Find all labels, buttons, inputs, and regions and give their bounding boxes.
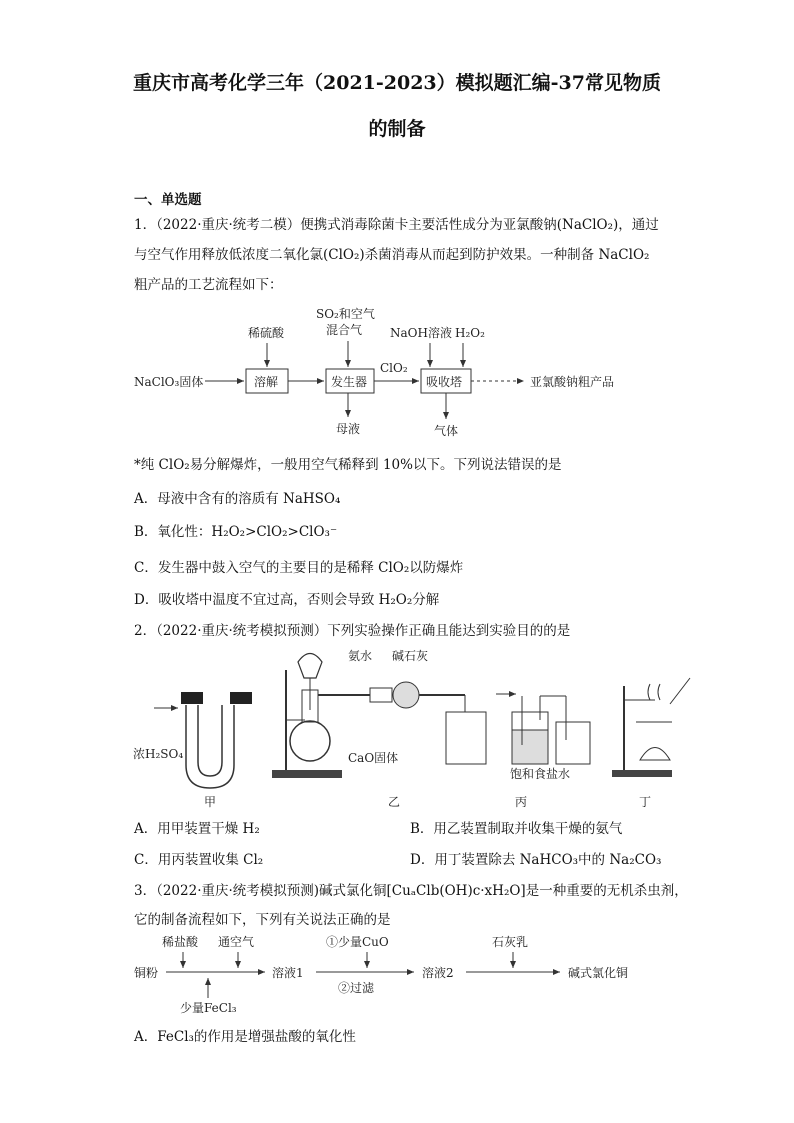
label-yi: 乙 xyxy=(388,795,401,809)
flow3-step1: ①少量CuO xyxy=(326,935,389,949)
flow-input-h2o2: H₂O₂ xyxy=(455,326,485,340)
label-jia: 甲 xyxy=(204,795,217,809)
flow-end-label: 亚氯酸钠粗产品 xyxy=(530,375,615,389)
paper-title: 重庆市高考化学三年（2021-2023）模拟题汇编-37常见物质 xyxy=(133,72,661,94)
q3-flow-diagram xyxy=(134,934,628,1015)
q3-stem-line1: 3．（2022·重庆·统考模拟预测)碱式氯化铜[CuₐClb(OH)c·xH₂O]是一种重要的无机杀虫剂， xyxy=(134,883,688,899)
q1-stem-line1: 1．（2022·重庆·统考二模）便携式消毒除菌卡主要活性成分为亚氯酸钠(NaClO₂)，通过 xyxy=(134,217,659,233)
flow-input-naoh: NaOH溶液 xyxy=(390,326,452,340)
label-saturated-brine: 饱和食盐水 xyxy=(510,767,571,781)
apparatus-yi xyxy=(272,648,486,809)
q2-option-c: C．用丙装置收集 Cl₂ xyxy=(134,852,264,868)
label-ding: 丁 xyxy=(639,795,652,809)
q1-option-a: A．母液中含有的溶质有 NaHSO₄ xyxy=(134,491,341,507)
apparatus-jia xyxy=(133,692,252,809)
flow-box-absorber-label: 吸收塔 xyxy=(426,375,463,389)
apparatus-bing xyxy=(496,694,590,809)
apparatus-ding xyxy=(612,678,690,809)
q2-stem: 2．（2022·重庆·统考模拟预测）下列实验操作正确且能达到实验目的的是 xyxy=(134,623,571,639)
q2-option-b: B．用乙装置制取并收集干燥的氨气 xyxy=(410,821,623,837)
flow3-solution2: 溶液2 xyxy=(422,966,454,980)
flow3-fecl3: 少量FeCl₃ xyxy=(180,1001,237,1015)
flow-clo2-label: ClO₂ xyxy=(380,361,408,375)
flow-output-mother-liquor: 母液 xyxy=(336,422,361,436)
label-ammonia: 氨水 xyxy=(348,649,373,663)
flow-input-gas-mix: 混合气 xyxy=(326,323,363,337)
label-bing: 丙 xyxy=(515,795,528,809)
flow3-input-air: 通空气 xyxy=(218,935,255,949)
q3-stem-line2: 它的制备流程如下，下列有关说法正确的是 xyxy=(134,912,391,928)
q2-option-a: A．用甲装置干燥 H₂ xyxy=(134,821,260,837)
q1-option-b: B．氧化性：H₂O₂>ClO₂>ClO₃⁻ xyxy=(134,524,338,540)
flow3-step2: ②过滤 xyxy=(338,981,375,995)
q1-stem-line2: 与空气作用释放低浓度二氧化氯(ClO₂)杀菌消毒从而起到防护效果。一种制备 NaClO₂ xyxy=(134,247,650,263)
flow-box-generator-label: 发生器 xyxy=(331,375,368,389)
flow3-solution1: 溶液1 xyxy=(272,966,304,980)
flow-input-acid: 稀硫酸 xyxy=(248,326,285,340)
flow3-end: 碱式氯化铜 xyxy=(568,966,629,980)
flow3-lime-milk: 石灰乳 xyxy=(492,935,529,949)
q1-note: *纯 ClO₂易分解爆炸，一般用空气稀释到 10%以下。下列说法错误的是 xyxy=(134,457,562,473)
flow3-start: 铜粉 xyxy=(134,966,159,980)
flow-box-dissolve-label: 溶解 xyxy=(254,375,279,389)
label-soda-lime: 碱石灰 xyxy=(392,649,429,663)
q1-stem-line3: 粗产品的工艺流程如下： xyxy=(134,277,283,293)
label-conc-h2so4: 浓H₂SO₄ xyxy=(133,747,184,761)
q2-option-d: D．用丁装置除去 NaHCO₃中的 Na₂CO₃ xyxy=(410,852,662,868)
flow-output-gas: 气体 xyxy=(434,424,459,438)
section-heading: 一、单选题 xyxy=(134,192,202,208)
flow3-input-hcl: 稀盐酸 xyxy=(162,935,199,949)
q3-option-a: A．FeCl₃的作用是增强盐酸的氧化性 xyxy=(134,1029,356,1045)
flow-start-label: NaClO₃固体 xyxy=(134,375,204,389)
q1-option-d: D．吸收塔中温度不宜过高，否则会导致 H₂O₂分解 xyxy=(134,592,440,608)
flow-input-so2: SO₂和空气 xyxy=(316,307,375,321)
q1-option-c: C．发生器中鼓入空气的主要目的是稀释 ClO₂以防爆炸 xyxy=(134,560,464,576)
label-cao-solid: CaO固体 xyxy=(348,751,399,765)
paper-title-line2: 的制备 xyxy=(368,118,426,140)
q1-flow-diagram xyxy=(134,306,614,438)
